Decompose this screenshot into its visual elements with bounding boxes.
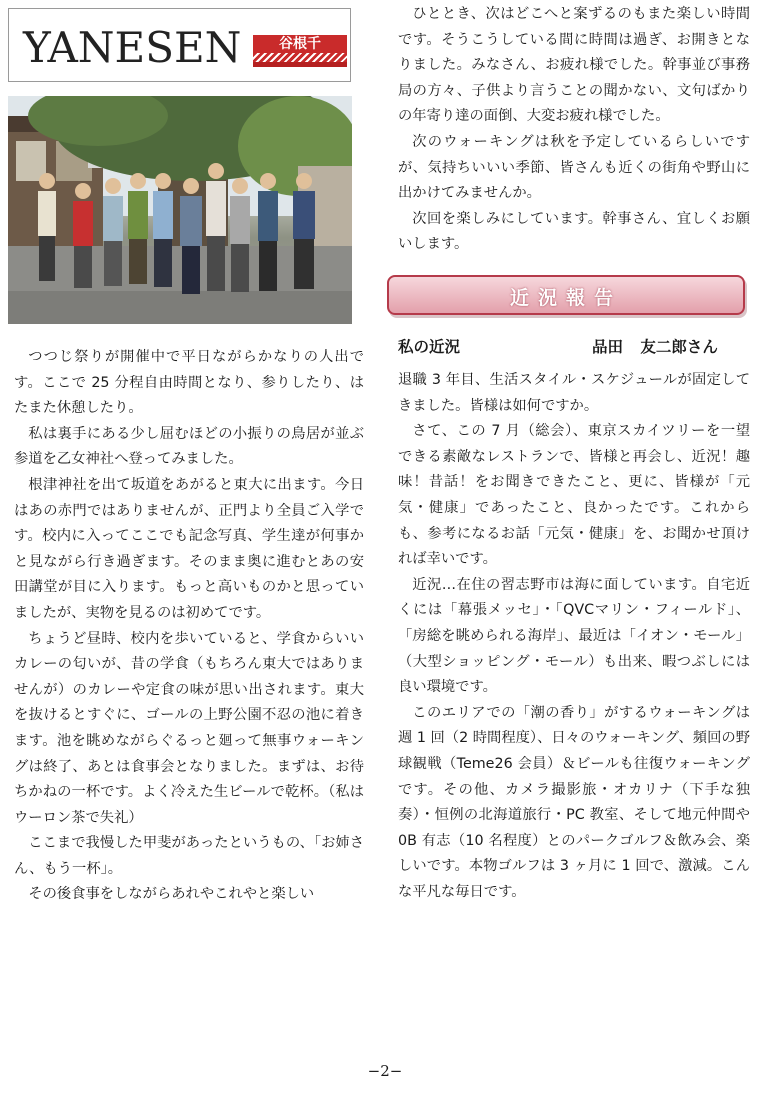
paragraph: その後食事をしながらあれやこれやと楽しい [28, 886, 315, 903]
paragraph: ちょうど昼時、校内を歩いていると、学食からいいカレーの匂いが、昔の学食（もちろん東大ではありませんが）のカレーや定食の味が思い出されます。東大を抜けるとすぐに、ゴールの上野公園不忍の池に着きます。池を眺めながらぐるっと廻って無事ウォーキングは終了、あとは食事会となりました。まずは、お待ちかねの一杯です。よく冷えた生ビールで乾杯。（私はウーロン茶で失礼） [14, 630, 364, 826]
article-author: 品田 友二郎さん [592, 338, 718, 356]
section-header-bar [387, 275, 745, 315]
page-number: −2− [367, 1062, 403, 1080]
paragraph: つつじ祭りが開催中で平日ながらかなりの人出です。ここで 25 分程自由時間となり、参りしたり、はたまた休憩したり。 [14, 349, 364, 417]
paragraph: 根津神社を出て坂道をあがると東大に出ます。今日はあの赤門ではありませんが、正門より全員ご入学です。校内に入ってここでも記念写真、学生達が何事かと見ながら行き過ぎます。そのまま奥に進むとあの安田講堂が目に入ります。もっと高いものかと思っていましたが、実物を見るのは初めてです。 [14, 476, 364, 621]
paragraph: ひととき、次はどこへと案ずるのもまた楽しい時間です。そうこうしている間に時間は過ぎ、お開きとなりました。みなさん、お疲れ様でした。幹事並び事務局の方々、子供より言うことの聞かない、文句ばかりの年寄り達の面倒、大変お疲れ様でした。 [398, 6, 750, 125]
right-column-top-text [398, 2, 750, 258]
masthead-pattern-band [253, 62, 347, 67]
right-column-bottom-text [398, 368, 750, 905]
section-title: 近況報告 [509, 287, 622, 309]
paragraph: さて、この 7 月（総会）、東京スカイツリーを一望できる素敵なレストランで、皆様と再会し、近況！趣味！昔話！をお聞きできたこと、更に、皆様が「元気・健康」であったこと、良かったです。これからも、参考になるお話「元気・健康」を、お聞かせ頂ければ幸いです。 [398, 423, 750, 568]
group-photo [8, 96, 352, 324]
paragraph: 退職 3 年目、生活スタイル・スケジュールが固定してきました。皆様は如何ですか。 [398, 372, 750, 414]
group-photo-illustration [8, 96, 352, 324]
masthead [8, 8, 351, 82]
article-topic: 私の近況 [398, 338, 461, 356]
paragraph: 次回を楽しみにしています。幹事さん、宜しくお願いします。 [398, 210, 750, 253]
paragraph: ここまで我慢した甲斐があったというもの、「お姉さん、もう一杯」。 [14, 835, 364, 877]
paragraph: 次のウォーキングは秋を予定しているらしいですが、気持ちいいい季節、皆さんも近くの街角や野山に出かけてみませんか。 [398, 133, 750, 202]
article-byline [398, 335, 750, 361]
masthead-kanji-label: 谷根千 [253, 35, 347, 53]
masthead-pattern [253, 53, 347, 62]
left-column-text [14, 345, 364, 908]
paragraph: このエリアでの「潮の香り」がするウォーキングは週 1 回（2 時間程度）、日々のウォーキング、頻回の野球観戦（Teme26 会員）＆ビールも往復ウォーキングです。その他、カメラ撮影旅・オカリナ（下手な独奏）・恒例の北海道旅行・PC 教室、そして地元仲間や 0B 有志（10 名程度）とのパークゴルフ＆飲み会、楽しいです。本物ゴルフは 3 ヶ月に 1 回で、激減。こんな平凡な毎日です。 [398, 704, 750, 900]
masthead-title: YANESEN [23, 23, 242, 72]
paragraph: 私は裏手にある少し屈むほどの小振りの鳥居が並ぶ参道を乙女神社へ登ってみました。 [14, 425, 364, 468]
paragraph: 近況…在住の習志野市は海に面しています。自宅近くには「幕張メッセ」・「QVCマリン・フィールド」、「房総を眺められる海岸」、最近は「イオン・モール」（大型ショッピング・モール）も出来、暇つぶしには良い環境です。 [398, 576, 750, 696]
